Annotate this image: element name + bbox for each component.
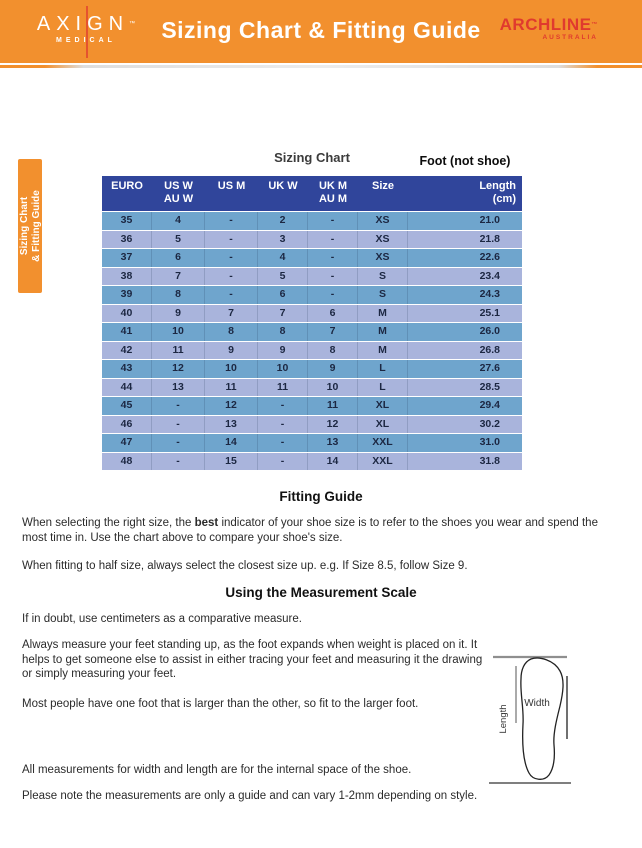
fitting-guide-paragraph-1 [22,516,610,545]
table-cell: 29.4 [479,399,500,411]
table-cell: 8 [152,286,205,304]
table-cell: 48 [102,453,152,471]
table-cell: 31.0 [479,436,500,448]
table-cell: 11 [258,379,308,397]
width-label: Width [524,698,550,709]
table-cell: - [152,397,205,415]
page-title: Sizing Chart & Fitting Guide [161,17,481,43]
table-cell: XXL [358,453,408,471]
table-cell: 23.4 [479,269,500,282]
table-cell: XXL [358,434,408,452]
foot-not-shoe-note: Foot (not shoe) [419,154,511,168]
table-cell: 9 [308,360,358,378]
table-cell: XS [358,212,408,230]
table-cell: 42 [102,342,152,360]
table-cell: - [205,231,258,249]
column-header-us-m: US M [217,180,246,192]
axign-subtitle: MEDICAL [56,37,116,44]
table-cell: 8 [205,323,258,341]
table-cell: 7 [308,323,358,341]
column-header-uk-w: UK W [268,180,298,192]
table-row [102,434,522,452]
table-cell: 12 [308,416,358,434]
table-cell: 35 [102,212,152,230]
p1-text-bold: best [194,517,219,529]
table-row [102,212,522,230]
table-cell: 39 [102,286,152,304]
sizing-table [102,176,522,471]
table-cell: 14 [205,434,258,452]
table-row [102,323,522,341]
header-divider-rule [0,65,642,68]
table-cell: 25.1 [479,306,500,319]
table-cell: 13 [308,434,358,452]
table-cell: 47 [102,434,152,452]
table-cell: XS [358,249,408,267]
column-header-length: Length (cm) [479,180,516,205]
archline-logo [500,16,598,41]
table-cell: - [205,249,258,267]
length-label: Length [498,704,509,734]
table-cell: XL [358,397,408,415]
table-cell: - [152,434,205,452]
table-row [102,249,522,267]
table-cell: - [258,453,308,471]
table-cell: 13 [152,379,205,397]
table-cell: 41 [102,323,152,341]
table-cell: - [308,286,358,304]
archline-subtitle: AUSTRALIA [542,34,598,41]
table-cell: 6 [258,286,308,304]
p1-text-before: When selecting the right size, the [22,517,195,529]
table-cell: 21.8 [479,232,500,245]
table-row [102,379,522,397]
table-cell: 11 [308,397,358,415]
table-cell: 8 [258,323,308,341]
table-cell: - [308,268,358,286]
column-header-euro: EURO [111,180,143,192]
table-cell: XS [358,231,408,249]
table-cell: - [308,231,358,249]
foot-outline [521,658,563,779]
table-cell: 5 [258,268,308,286]
measurement-paragraph-1: If in doubt, use centimeters as a comparative measure. [22,613,302,625]
table-cell: 14 [308,453,358,471]
table-row [102,416,522,434]
table-cell: M [358,305,408,323]
side-tab-line1: Sizing Chart [19,196,30,256]
table-cell: 11 [205,379,258,397]
table-cell: 7 [258,305,308,323]
table-cell: 31.8 [479,454,500,467]
measurement-paragraph-4: All measurements for width and length are for the internal space of the shoe. [22,764,412,776]
table-cell: 13 [205,416,258,434]
table-row [102,268,522,286]
table-cell: 7 [152,268,205,286]
table-row [102,360,522,378]
table-cell: XL [358,416,408,434]
table-cell: M [358,342,408,360]
side-tab-line2: & Fitting Guide [30,190,42,262]
axign-wordmark [36,13,136,35]
table-cell: 2 [258,212,308,230]
table-body [102,212,522,470]
table-row [102,305,522,323]
table-cell: - [308,249,358,267]
table-cell: 38 [102,268,152,286]
table-row [102,397,522,415]
side-tab [18,159,42,293]
table-cell: - [258,434,308,452]
table-cell: 6 [152,249,205,267]
table-cell: 21.0 [479,214,500,226]
table-header-row [102,176,522,211]
measurement-paragraph-5: Please note the measurements are only a guide and can vary 1-2mm depending on style. [22,790,478,802]
table-cell: 37 [102,249,152,267]
measurement-paragraph-2: Always measure your feet standing up, as the foot expands when weight is placed on it. It helps to get someone else to assist in either tracing your feet and measuring it the drawing or simply measuring your feet. [22,639,483,680]
table-cell: 3 [258,231,308,249]
axign-name-text: AXIGN [36,13,130,35]
column-header-us-w: US W AU W [163,180,194,205]
measurement-paragraph-3: Most people have one foot that is larger than the other, so fit to the larger foot. [22,698,419,710]
p1-text-after: indicator of your shoe size is to refer to the shoes you wear and spend the most time in. Use the chart above to compare your shoe's size. [22,517,598,544]
table-cell: 4 [152,212,205,230]
table-cell: 11 [152,342,205,360]
table-cell: 30.2 [479,417,500,430]
table-cell: 22.6 [479,251,500,263]
table-cell: L [358,360,408,378]
table-cell: 45 [102,397,152,415]
table-row [102,231,522,249]
table-cell: 15 [205,453,258,471]
axign-trademark: ™ [129,21,136,27]
table-cell: L [358,379,408,397]
table-cell: 43 [102,360,152,378]
column-header-size: Size [371,180,394,192]
table-cell: - [205,212,258,230]
table-cell: - [258,416,308,434]
table-cell: - [152,416,205,434]
table-cell: 27.6 [479,362,500,374]
table-cell: - [152,453,205,471]
table-cell: 26.8 [479,343,500,356]
table-cell: 9 [205,342,258,360]
table-row [102,342,522,360]
table-cell: 24.3 [479,288,500,300]
table-cell: 46 [102,416,152,434]
table-cell: - [205,268,258,286]
archline-wordmark [500,16,598,34]
table-row [102,286,522,304]
table-cell: 44 [102,379,152,397]
side-tab-label [18,159,42,293]
column-header-uk-m: UK M AU M [318,180,348,205]
archline-trademark: ™ [591,22,598,28]
table-cell: - [308,212,358,230]
table-cell: 9 [258,342,308,360]
fitting-guide-heading: Fitting Guide [279,489,363,504]
table-cell: 10 [308,379,358,397]
foot-diagram-svg [486,646,580,796]
fitting-guide-paragraph-2: When fitting to half size, always select the closest size up. e.g. If Size 8.5, follow Size 9. [22,560,468,572]
table-cell: 28.5 [479,380,500,393]
table-cell: S [358,268,408,286]
table-cell: M [358,323,408,341]
foot-measurement-diagram [486,646,580,796]
table-cell: 10 [205,360,258,378]
table-cell: 10 [152,323,205,341]
table-cell: - [258,397,308,415]
table-cell: 8 [308,342,358,360]
table-cell: 12 [205,397,258,415]
table-cell: 5 [152,231,205,249]
table-cell: 4 [258,249,308,267]
sizing-chart-heading: Sizing Chart [274,150,350,165]
table-cell: - [205,286,258,304]
table-row [102,453,522,471]
table-cell: 26.0 [479,325,500,337]
measurement-scale-heading: Using the Measurement Scale [225,585,417,600]
table-cell: 7 [205,305,258,323]
table-cell: 6 [308,305,358,323]
axign-logo [36,13,136,44]
header-banner [0,0,642,63]
table-cell: 10 [258,360,308,378]
table-cell: S [358,286,408,304]
table-cell: 36 [102,231,152,249]
table-cell: 9 [152,305,205,323]
table-cell: 40 [102,305,152,323]
table-cell: 12 [152,360,205,378]
archline-name-text: ARCHLINE [499,15,592,34]
